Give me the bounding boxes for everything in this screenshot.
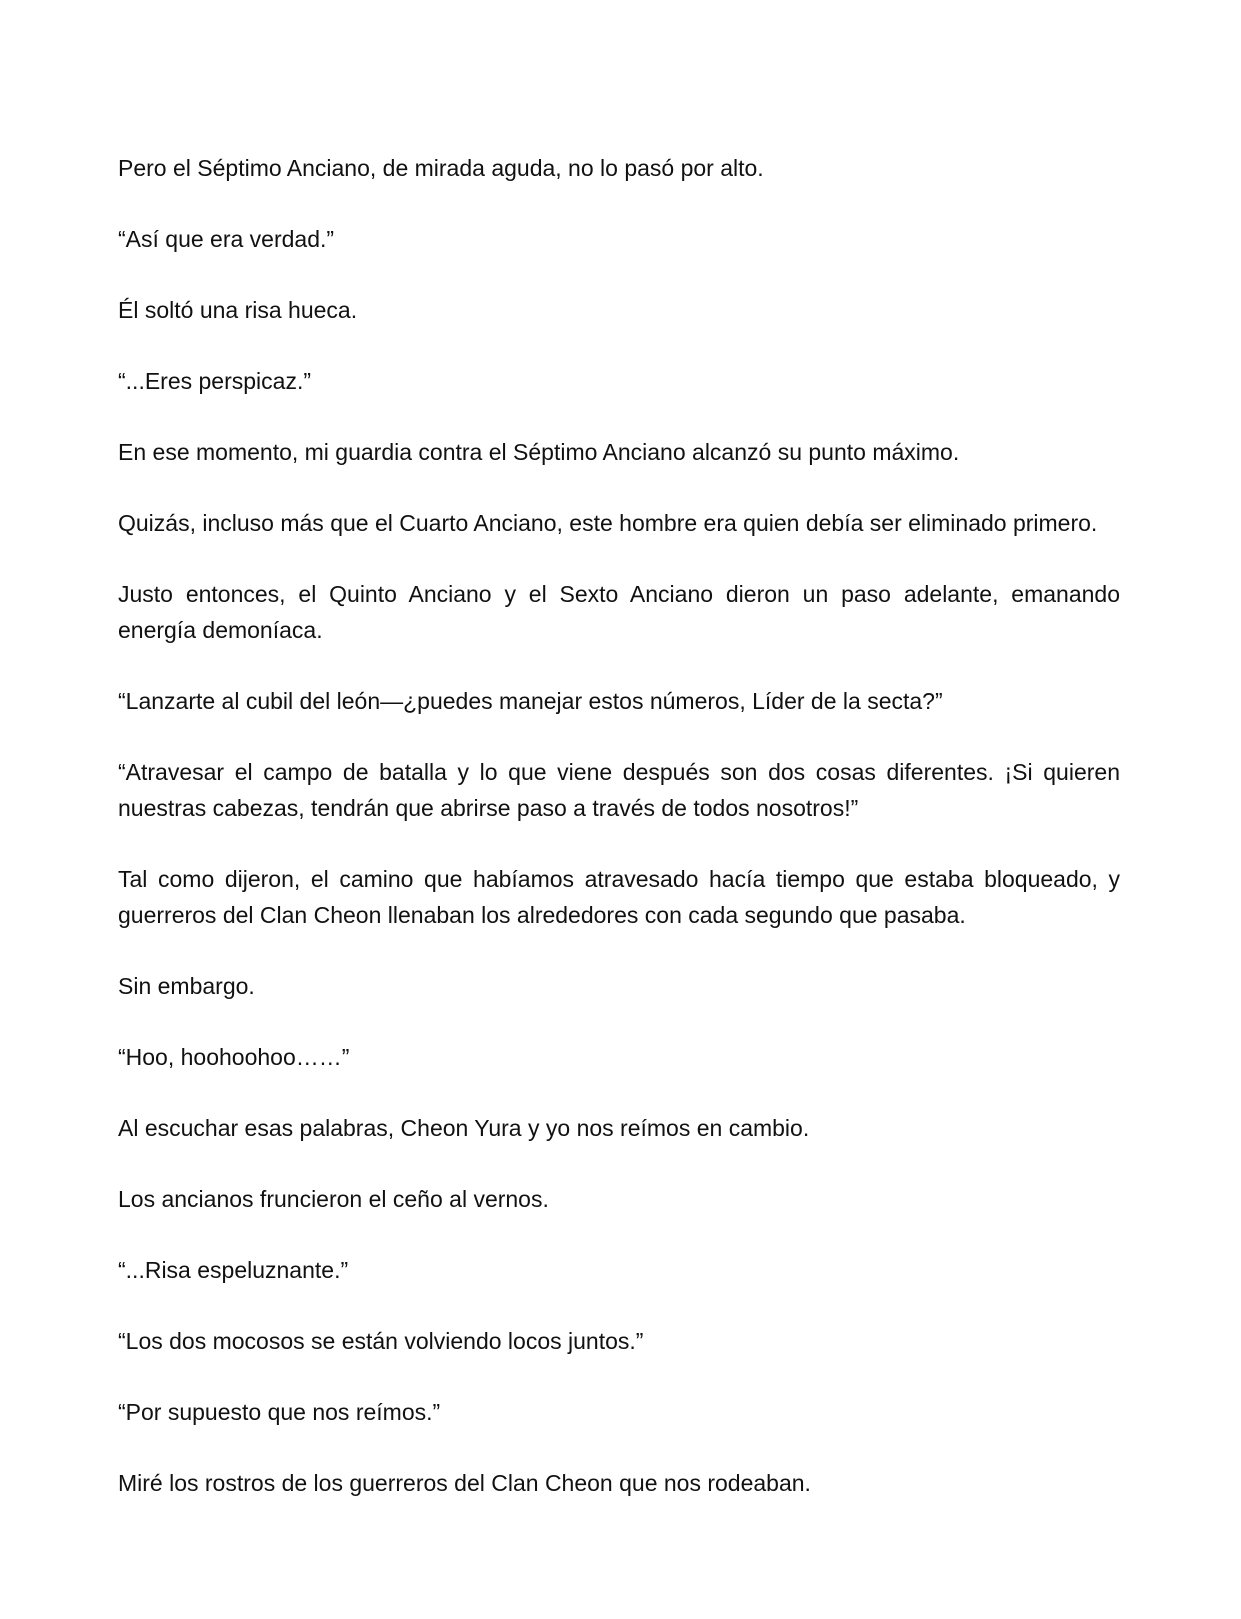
paragraph: “Los dos mocosos se están volviendo locos juntos.”: [118, 1328, 644, 1354]
paragraph: En ese momento, mi guardia contra el Séptimo Anciano alcanzó su punto máximo.: [118, 439, 960, 465]
paragraph: Al escuchar esas palabras, Cheon Yura y yo nos reímos en cambio.: [118, 1115, 810, 1141]
paragraph: Miré los rostros de los guerreros del Clan Cheon que nos rodeaban.: [118, 1470, 811, 1496]
document-body: [118, 150, 1120, 1536]
paragraph: Los ancianos fruncieron el ceño al vernos.: [118, 1186, 549, 1212]
paragraph: “Lanzarte al cubil del león—¿puedes manejar estos números, Líder de la secta?”: [118, 688, 943, 714]
paragraph: “Así que era verdad.”: [118, 226, 335, 252]
paragraph: “...Eres perspicaz.”: [118, 368, 311, 394]
paragraph: “Atravesar el campo de batalla y lo que viene después son dos cosas diferentes. ¡Si quieren nuestras cabezas, tendrán que abrirse paso a través de todos nosotros!”: [118, 759, 1120, 821]
paragraph: Tal como dijeron, el camino que habíamos atravesado hacía tiempo que estaba bloqueado, y guerreros del Clan Cheon llenaban los alrededores con cada segundo que pasaba.: [118, 866, 1120, 928]
paragraph: Quizás, incluso más que el Cuarto Anciano, este hombre era quien debía ser eliminado primero.: [118, 510, 1098, 536]
paragraph: Él soltó una risa hueca.: [118, 297, 358, 323]
paragraph: Sin embargo.: [118, 973, 255, 999]
paragraph: “Por supuesto que nos reímos.”: [118, 1399, 441, 1425]
paragraph: Pero el Séptimo Anciano, de mirada aguda, no lo pasó por alto.: [118, 155, 764, 181]
paragraph: “...Risa espeluznante.”: [118, 1257, 349, 1283]
paragraph: “Hoo, hoohoohoo……”: [118, 1044, 350, 1070]
paragraph: Justo entonces, el Quinto Anciano y el Sexto Anciano dieron un paso adelante, emanando energía demoníaca.: [118, 581, 1120, 643]
